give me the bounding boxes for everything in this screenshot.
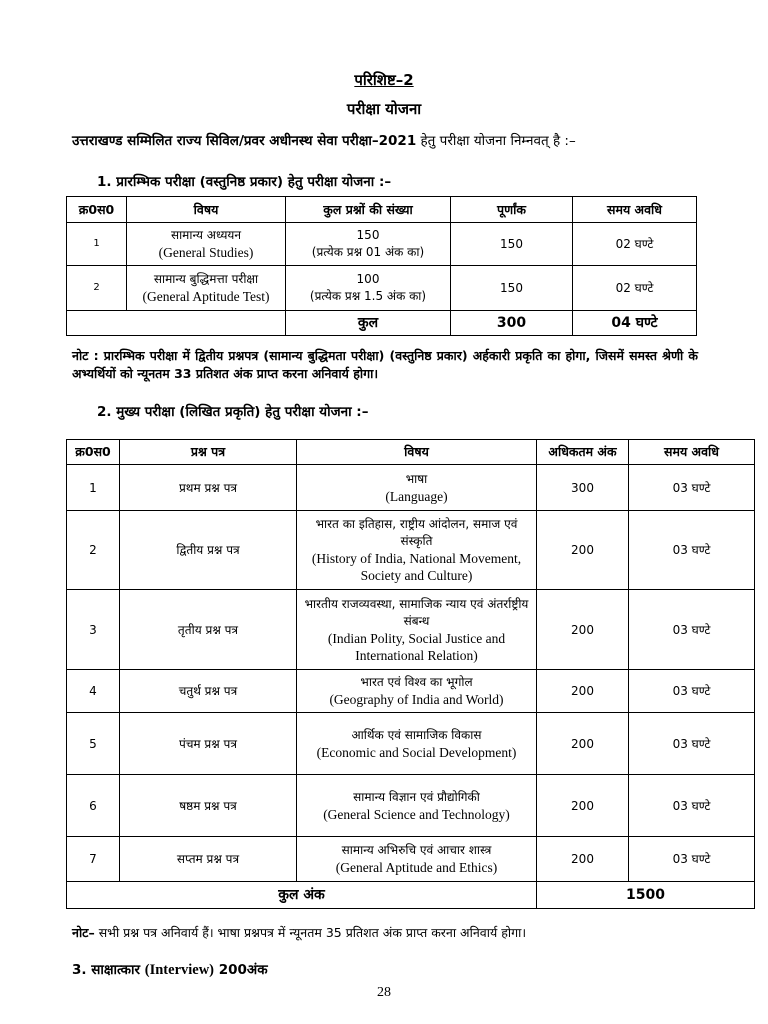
subject-hindi: भारत का इतिहास, राष्ट्रीय आंदोलन, समाज एवं संस्कृति — [315, 517, 518, 548]
row-paper: षष्ठम प्रश्न पत्र — [120, 775, 297, 837]
row-duration: 03 घण्टे — [629, 670, 755, 713]
row-marks: 200 — [537, 775, 629, 837]
row-marks: 200 — [537, 511, 629, 590]
col-header-subject: विषय — [297, 440, 537, 465]
col-header-sno: क्र0स0 — [67, 440, 120, 465]
row-marks: 200 — [537, 713, 629, 775]
row-duration: 03 घण्टे — [629, 775, 755, 837]
row-duration: 03 घण्टे — [629, 590, 755, 670]
subject-hindi: सामान्य विज्ञान एवं प्रौद्योगिकी — [353, 789, 480, 804]
total-empty-cell — [67, 311, 286, 336]
row-sno: 1 — [67, 465, 120, 511]
table-row — [67, 837, 755, 882]
mains-table — [66, 439, 755, 909]
row-subject — [297, 465, 537, 511]
row-sno: 5 — [67, 713, 120, 775]
section3-title — [72, 960, 268, 979]
col-header-question-count: कुल प्रश्नों की संख्या — [286, 197, 451, 223]
total-label: कुल अंक — [67, 882, 537, 909]
row-sno: 4 — [67, 670, 120, 713]
prelims-total-row — [67, 311, 697, 336]
intro-exam-name: उत्तराखण्ड सम्मिलित राज्य सिविल/प्रवर अधीनस्थ सेवा परीक्षा–2021 — [72, 133, 417, 149]
subject-hindi: भारत एवं विश्व का भूगोल — [360, 675, 473, 689]
prelims-table — [66, 196, 697, 336]
col-header-subject: विषय — [127, 197, 286, 223]
row-duration: 03 घण्टे — [629, 713, 755, 775]
row-paper: पंचम प्रश्न पत्र — [120, 713, 297, 775]
row-duration: 03 घण्टे — [629, 837, 755, 882]
total-duration: 04 घण्टे — [573, 311, 697, 336]
table-row — [67, 670, 755, 713]
table-row — [67, 223, 697, 266]
row-sno: 7 — [67, 837, 120, 882]
intro-suffix: हेतु परीक्षा योजना निम्नवत् है :– — [416, 133, 576, 149]
row-paper: द्वितीय प्रश्न पत्र — [120, 511, 297, 590]
row-marks: 150 — [451, 223, 573, 266]
question-count: 100 — [356, 272, 380, 286]
total-marks: 300 — [451, 311, 573, 336]
row-subject — [297, 590, 537, 670]
row-paper: सप्तम प्रश्न पत्र — [120, 837, 297, 882]
subject-hindi: भारतीय राजव्यवस्था, सामाजिक न्याय एवं अंतर्राष्ट्रीय संबन्ध — [304, 596, 529, 628]
appendix-heading — [0, 70, 768, 90]
subject-hindi: भाषा — [405, 471, 428, 486]
row-subject — [127, 266, 286, 311]
interview-prefix: 3. साक्षात्कार — [72, 962, 145, 978]
row-question-count — [286, 266, 451, 311]
interview-english: (Interview) — [144, 962, 215, 978]
table-row — [67, 713, 755, 775]
col-header-full-marks: पूर्णांक — [451, 197, 573, 223]
subject-english: (General Studies) — [158, 245, 254, 260]
col-header-duration: समय अवधि — [573, 197, 697, 223]
page-number: 28 — [377, 985, 391, 1000]
subject-english: (Indian Polity, Social Justice and International Relation) — [327, 630, 506, 663]
prelims-header-row — [67, 197, 697, 223]
question-count: 150 — [356, 228, 380, 242]
mains-total-row — [67, 882, 755, 909]
section2-title: 2. मुख्य परीक्षा (लिखित प्रकृति) हेतु परीक्षा योजना :– — [97, 404, 369, 420]
row-subject — [297, 837, 537, 882]
row-subject — [127, 223, 286, 266]
row-paper: चतुर्थ प्रश्न पत्र — [120, 670, 297, 713]
subject-hindi: आर्थिक एवं सामाजिक विकास — [351, 727, 482, 742]
subject-english: (General Science and Technology) — [323, 806, 510, 822]
row-marks: 150 — [451, 266, 573, 311]
row-sno: 1 — [67, 223, 127, 266]
row-sno: 2 — [67, 266, 127, 311]
col-header-paper: प्रश्न पत्र — [120, 440, 297, 465]
row-marks: 200 — [537, 837, 629, 882]
table-row — [67, 511, 755, 590]
question-note: (प्रत्येक प्रश्न 1.5 अंक का) — [309, 289, 427, 303]
row-duration: 03 घण्टे — [629, 465, 755, 511]
subject-hindi: सामान्य अभिरुचि एवं आचार शास्त्र — [341, 843, 492, 857]
section1-title: 1. प्रारम्भिक परीक्षा (वस्तुनिष्ठ प्रकार) हेतु परीक्षा योजना :– — [97, 174, 392, 190]
row-subject — [297, 775, 537, 837]
subject-english: (Economic and Social Development) — [316, 744, 517, 760]
row-subject — [297, 511, 537, 590]
question-note: (प्रत्येक प्रश्न 01 अंक का) — [311, 245, 425, 259]
table-row — [67, 775, 755, 837]
row-sno: 6 — [67, 775, 120, 837]
subject-english: (Geography of India and World) — [329, 692, 504, 707]
intro-line — [72, 131, 576, 149]
row-paper: तृतीय प्रश्न पत्र — [120, 590, 297, 670]
mains-header-row — [67, 440, 755, 465]
total-label: कुल — [286, 311, 451, 336]
page-title: परीक्षा योजना — [346, 100, 422, 118]
row-sno: 2 — [67, 511, 120, 590]
row-duration: 02 घण्टे — [573, 266, 697, 311]
subject-english: (Language) — [385, 488, 448, 504]
row-subject — [297, 713, 537, 775]
table-row — [67, 266, 697, 311]
col-header-max-marks: अधिकतम अंक — [537, 440, 629, 465]
row-question-count — [286, 223, 451, 266]
row-marks: 200 — [537, 670, 629, 713]
mains-note — [72, 924, 526, 941]
col-header-sno: क्र0स0 — [67, 197, 127, 223]
row-duration: 02 घण्टे — [573, 223, 697, 266]
subject-english: (General Aptitude and Ethics) — [335, 860, 498, 875]
subject-english: (General Aptitude Test) — [142, 289, 270, 304]
row-sno: 3 — [67, 590, 120, 670]
table-row — [67, 590, 755, 670]
interview-marks: 200अंक — [214, 962, 268, 978]
row-subject — [297, 670, 537, 713]
subject-hindi: सामान्य बुद्धिमत्ता परीक्षा — [153, 272, 259, 286]
row-marks: 200 — [537, 590, 629, 670]
subject-hindi: सामान्य अध्ययन — [170, 228, 242, 242]
row-duration: 03 घण्टे — [629, 511, 755, 590]
subject-english: (History of India, National Movement, Society and Culture) — [311, 551, 522, 583]
col-header-duration: समय अवधि — [629, 440, 755, 465]
table-row — [67, 465, 755, 511]
appendix-label: परिशिष्ट–2 — [354, 71, 414, 89]
total-marks: 1500 — [537, 882, 755, 909]
prelims-note: नोट : प्रारम्भिक परीक्षा में द्वितीय प्रश्नपत्र (सामान्य बुद्धिमता परीक्षा) (वस्तुनिष्ठ प्रकार) अर्हकारी प्रकृति का होगा, जिसमें समस्त श्रेणी के अभ्यर्थियों को न्यूनतम 33 प्रतिशत अंक प्राप्त करना अनिवार्य होगा। — [72, 348, 698, 381]
row-marks: 300 — [537, 465, 629, 511]
row-paper: प्रथम प्रश्न पत्र — [120, 465, 297, 511]
mains-note-label: नोट– — [72, 925, 95, 940]
mains-note-text: सभी प्रश्न पत्र अनिवार्य हैं। भाषा प्रश्नपत्र में न्यूनतम 35 प्रतिशत अंक प्राप्त करना अनिवार्य होगा। — [94, 925, 527, 940]
